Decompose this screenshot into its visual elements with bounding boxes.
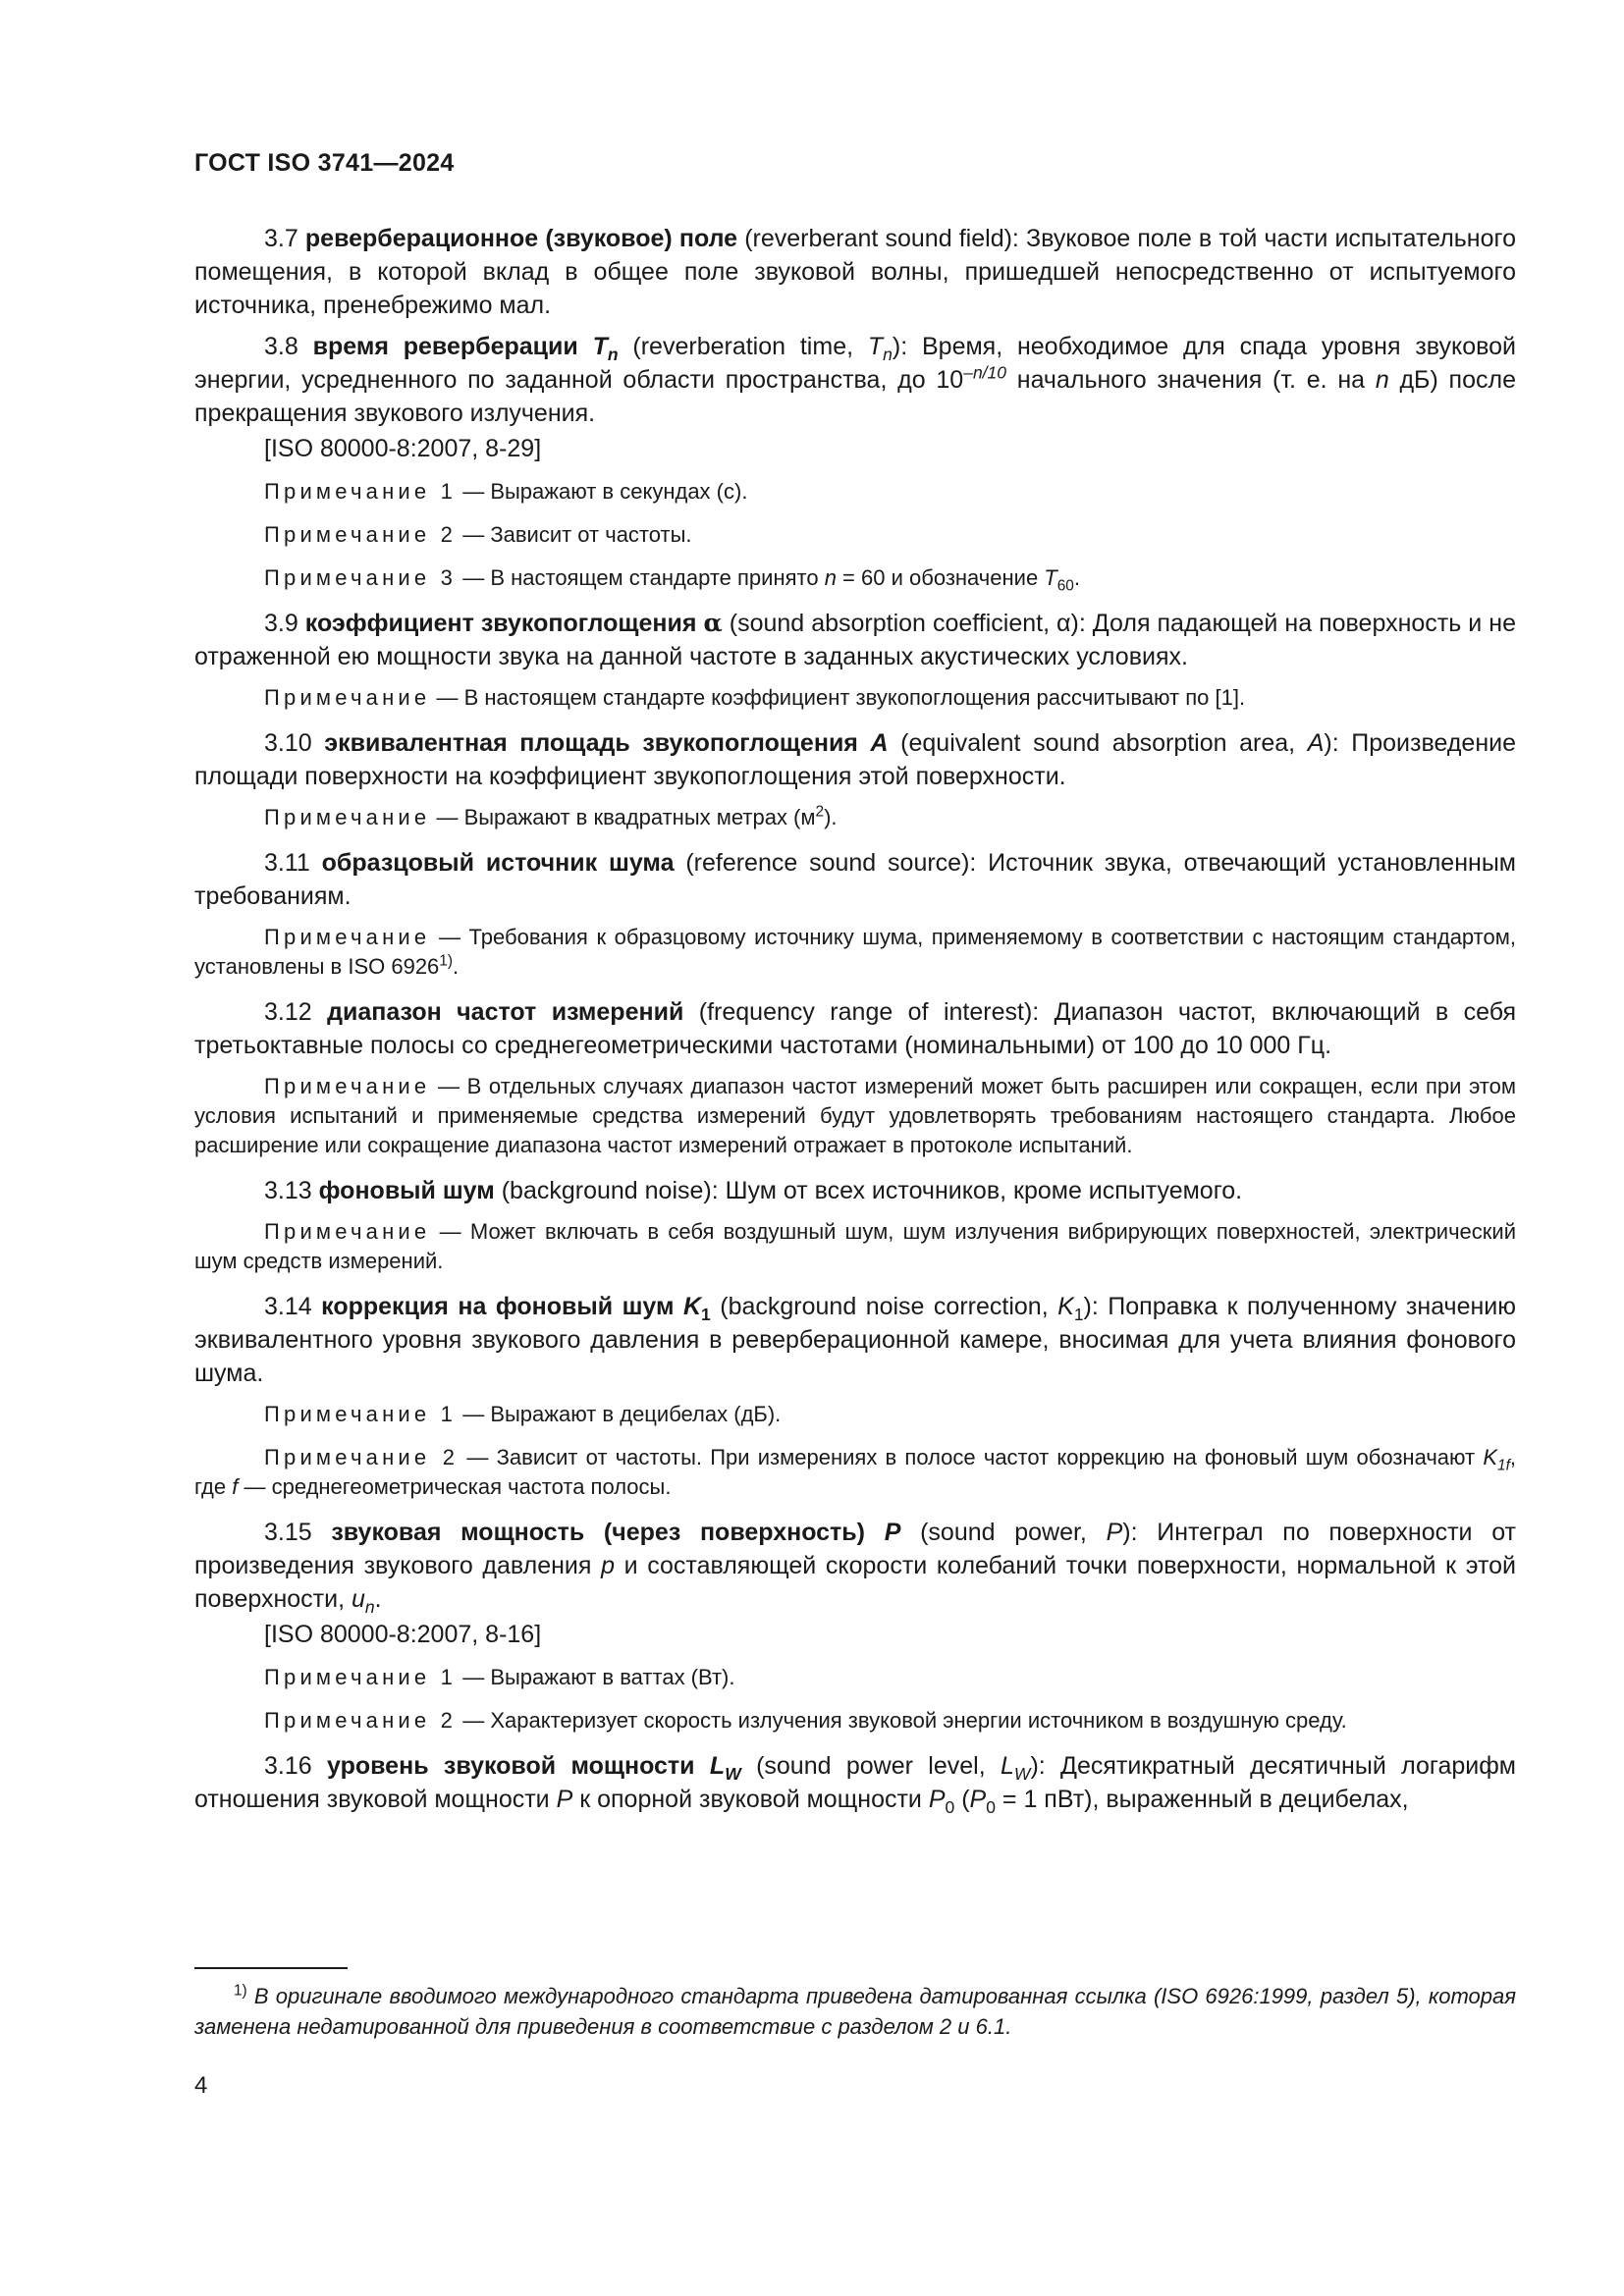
- definition-part: (reverberation time,: [618, 333, 868, 360]
- term-symbol: T: [592, 333, 608, 360]
- note-label: Примечание 1: [264, 479, 458, 504]
- definition-part: .: [374, 1585, 382, 1613]
- note-text: — Характеризует скорость излучения звуковой энергии источником в воздушную среду.: [457, 1708, 1347, 1733]
- entry-3-9: [194, 607, 1516, 673]
- entry-number: 3.11: [264, 849, 310, 877]
- note-text: — Выражают в секундах (с).: [457, 479, 748, 504]
- definition: (reference sound source): Источник звука, отвечающий установленным требованиям.: [194, 849, 1516, 910]
- symbol: n: [1375, 366, 1389, 394]
- definition-part: (sound power,: [900, 1519, 1107, 1546]
- definition-part: к опорной звуковой мощности: [572, 1786, 929, 1813]
- note-label: Примечание 2: [264, 522, 458, 547]
- note-text: = 60 и обозначение: [836, 565, 1045, 590]
- term-symbol: L: [709, 1752, 726, 1780]
- reference: [ISO 80000-8:2007, 8-29]: [264, 435, 542, 462]
- entry-3-16: [194, 1749, 1516, 1816]
- definition: (background noise): Шум от всех источников, кроме испытуемого.: [494, 1177, 1243, 1204]
- note-label: Примечание 3: [264, 565, 458, 590]
- term: реверберационное (звуковое) поле: [304, 225, 738, 252]
- term: звуковая мощность (через поверхность): [331, 1519, 865, 1546]
- term-symbol: α: [703, 609, 723, 637]
- entry-3-11: [194, 846, 1516, 913]
- symbol: P: [928, 1786, 946, 1813]
- symbol: P: [969, 1786, 987, 1813]
- term: эквивалентная площадь звукопоглощения: [324, 729, 858, 757]
- symbol: K: [1057, 1293, 1074, 1320]
- note: [194, 1217, 1516, 1276]
- note-text: — Требования к образцовому источнику шума, применяемому в соответствии с настоящим стандартом, установлены в ISO 6926: [194, 925, 1516, 979]
- symbol-sub: 0: [986, 1797, 996, 1817]
- note-label: Примечание: [264, 685, 431, 710]
- symbol: P: [1106, 1519, 1123, 1546]
- note: [194, 1443, 1516, 1502]
- term: образцовый источник шума: [321, 849, 675, 877]
- symbol: f: [232, 1474, 239, 1499]
- symbol: T: [1044, 565, 1057, 590]
- note-label: Примечание 2: [264, 1708, 458, 1733]
- note-text: — В настоящем стандарте коэффициент звукопоглощения рассчитывают по [1].: [430, 685, 1246, 710]
- footnote: [194, 1981, 1516, 2042]
- note: [194, 477, 1516, 507]
- note-text: .: [1073, 565, 1080, 590]
- symbol-sub: W: [1013, 1764, 1031, 1784]
- footnote-mark: 1): [234, 1982, 247, 2000]
- definition: (reverberant sound field): Звуковое поле в той части испытательного помещения, в которой вклад в общее поле звуковой волны, пришедшей непосредственно от испытуемого источника, пренебрежимо мал.: [194, 225, 1516, 319]
- note-text: — В отдельных случаях диапазон частот измерений может быть расширен или сокращен, если при этом условия испытаний и применяемые средства измерений будут удовлетворять требованиям настоящего стандарта. Любое расширение или сокращение диапазона частот измерений отражает в протоколе испытаний.: [194, 1074, 1516, 1157]
- entry-number: 3.7: [264, 225, 298, 252]
- entry-number: 3.9: [264, 610, 298, 637]
- definition-part: (: [954, 1786, 970, 1813]
- footnote-divider: [194, 1967, 348, 1969]
- entry-3-15: [194, 1516, 1516, 1616]
- note-label: Примечание 1: [264, 1665, 458, 1689]
- term-symbol-sub: 1: [701, 1305, 711, 1324]
- definition-part: (background noise correction,: [710, 1293, 1058, 1320]
- term: диапазон частот измерений: [327, 998, 684, 1026]
- definition-part: (equivalent sound absorption area,: [888, 729, 1308, 757]
- entry-3-12: [194, 995, 1516, 1062]
- note-label: Примечание 2: [264, 1445, 460, 1469]
- note: [194, 803, 1516, 832]
- note-text: ).: [824, 805, 838, 829]
- note-label: Примечание: [264, 1219, 431, 1244]
- note-label: Примечание: [264, 925, 431, 949]
- symbol-sub: 60: [1056, 577, 1074, 595]
- term-symbol-sub: n: [607, 345, 619, 364]
- symbol-sub: 1f: [1497, 1457, 1510, 1474]
- note: [194, 923, 1516, 982]
- entry-number: 3.14: [264, 1293, 312, 1320]
- exponent: –n/10: [963, 362, 1007, 383]
- note-text: — Может включать в себя воздушный шум, шум излучения вибрирующих поверхностей, электрический шум средств измерений.: [194, 1219, 1516, 1273]
- note: [194, 563, 1516, 593]
- definition: (frequency range of interest): Диапазон частот, включающий в себя третьоктавные полосы со среднегеометрическими частотами (номинальными) от 100 до 10 000 Гц.: [194, 998, 1516, 1059]
- term: коррекция на фоновый шум: [321, 1293, 675, 1320]
- page-body: [194, 222, 1516, 1824]
- symbol: P: [556, 1786, 573, 1813]
- note-text: — среднегеометрическая частота полосы.: [238, 1474, 672, 1499]
- note: [194, 520, 1516, 550]
- symbol-sub: 1: [1073, 1305, 1084, 1324]
- entry-3-10: [194, 726, 1516, 793]
- definition-part: (sound power level,: [740, 1752, 1001, 1780]
- entry-number: 3.15: [264, 1519, 312, 1546]
- term: уровень звуковой мощности: [327, 1752, 695, 1780]
- reference: [ISO 80000-8:2007, 8-16]: [264, 1621, 542, 1648]
- symbol: T: [867, 333, 884, 360]
- note-text: — Выражают в ваттах (Вт).: [457, 1665, 735, 1689]
- entry-3-8: [194, 330, 1516, 430]
- symbol: A: [1307, 729, 1325, 757]
- note-text: — Зависит от частоты.: [457, 522, 692, 547]
- symbol-sub: n: [883, 345, 893, 364]
- entry-number: 3.16: [264, 1752, 312, 1780]
- page-number: 4: [194, 2072, 208, 2099]
- symbol: K: [1483, 1445, 1498, 1469]
- symbol: L: [1001, 1752, 1014, 1780]
- definition-part: ): Интеграл по поверхности от произведения звукового давления: [194, 1519, 1517, 1579]
- entry-3-13: [194, 1174, 1516, 1207]
- definition-part: ): Десятикратный десятичный логарифм отношения звуковой мощности: [194, 1752, 1516, 1813]
- term: фоновый шум: [318, 1177, 495, 1204]
- symbol: n: [824, 565, 837, 590]
- symbol: u: [352, 1585, 365, 1613]
- note-label: Примечание 1: [264, 1402, 458, 1426]
- definition-part: ): Поправка к полученному значению эквивалентного уровня звукового давления в реверберационной камере, вносимая для учета влияния фонового шума.: [194, 1293, 1516, 1387]
- term-symbol: A: [870, 729, 889, 757]
- definition-part: = 1 пВт), выраженный в децибелах,: [995, 1786, 1409, 1813]
- symbol-sub: n: [364, 1597, 375, 1617]
- footnote-ref[interactable]: 1): [439, 952, 453, 970]
- term-symbol: K: [682, 1293, 702, 1320]
- symbol-sub: 0: [945, 1797, 955, 1817]
- note-text: — В настоящем стандарте принято: [457, 565, 825, 590]
- exponent: 2: [815, 803, 825, 821]
- term-symbol: P: [884, 1519, 901, 1546]
- entry-number: 3.12: [264, 998, 312, 1026]
- entry-3-7: [194, 222, 1516, 322]
- term: время реверберации: [312, 333, 578, 360]
- definition-part: и составляющей скорости колебаний точки поверхности, нормальной к этой поверхности,: [194, 1552, 1516, 1613]
- note: [194, 1706, 1516, 1735]
- note-text: , где: [194, 1445, 1516, 1499]
- definition-part: начального значения (т. е. на: [1006, 366, 1376, 394]
- definition-part: ): Произведение площади поверхности на коэффициент звукопоглощения этой поверхности.: [194, 729, 1516, 790]
- note-text: .: [452, 954, 460, 979]
- note: [194, 1072, 1516, 1160]
- note: [194, 683, 1516, 713]
- definition: (sound absorption coefficient, α): Доля падающей на поверхность и не отраженной ею мощности звука на данной частоте в заданных акустических условиях.: [194, 610, 1516, 670]
- note-label: Примечание: [264, 1074, 431, 1098]
- footnote-text: В оригинале вводимого международного стандарта приведена датированная ссылка (ISO 6926:1999, раздел 5), которая заменена недатированной для приведения в соответствие с разделом 2 и 6.1.: [194, 1984, 1516, 2039]
- note-text: — Выражают в квадратных метрах (м: [430, 805, 816, 829]
- note-label: Примечание: [264, 805, 431, 829]
- page-header: ГОСТ ISO 3741—2024: [194, 149, 455, 177]
- entry-number: 3.8: [264, 333, 298, 360]
- note: [194, 1663, 1516, 1692]
- note: [194, 1400, 1516, 1429]
- entry-number: 3.10: [264, 729, 312, 757]
- definition-part: дБ) после прекращения звукового излучения.: [194, 366, 1516, 427]
- symbol: p: [601, 1552, 615, 1579]
- entry-3-14: [194, 1290, 1516, 1390]
- definition-part: ): Время, необходимое для спада уровня звуковой энергии, усредненного по заданной области пространства, до 10: [194, 333, 1517, 394]
- entry-number: 3.13: [264, 1177, 312, 1204]
- term-symbol-sub: W: [725, 1764, 741, 1784]
- note-text: — Зависит от частоты. При измерениях в полосе частот коррекцию на фоновый шум обозначают: [459, 1445, 1484, 1469]
- term: коэффициент звукопоглощения: [304, 610, 697, 637]
- note-text: — Выражают в децибелах (дБ).: [457, 1402, 782, 1426]
